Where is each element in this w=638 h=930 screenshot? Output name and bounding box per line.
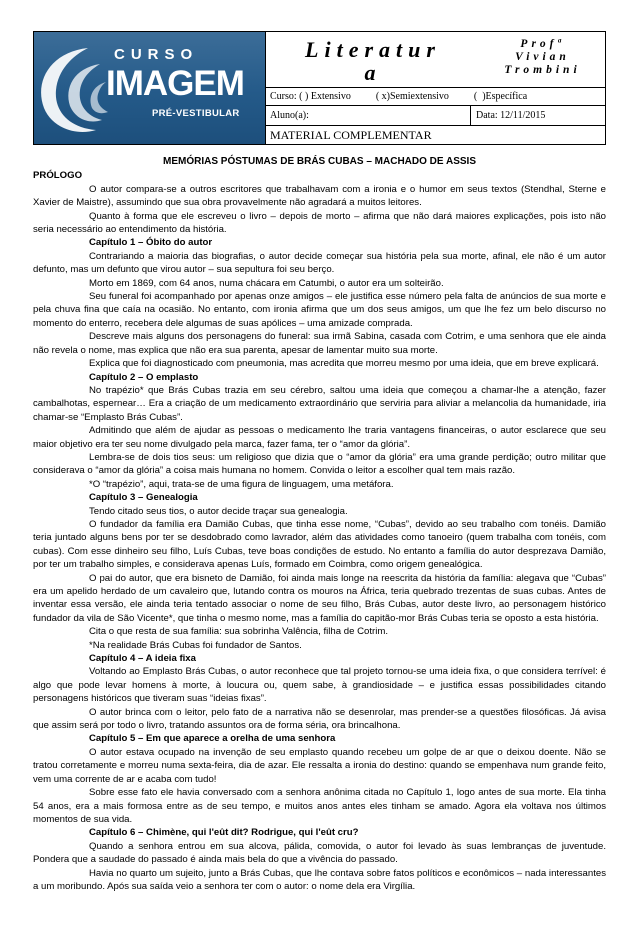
material-label: MATERIAL COMPLEMENTAR [266,125,605,144]
paragraph: Contrariando a maioria das biografias, o autor decide começar sua história pela sua morte, afinal, ele não é um autor defunto, mas um defunto que virou autor – sua sepultura foi seu berço. [33,250,606,276]
paragraph: Cita o que resta de sua família: sua sobrinha Valência, filha de Cotrim. [89,626,388,638]
chapter-heading: Capítulo 5 – Em que aparece a orelha de uma senhora [89,733,336,745]
paragraph: Sobre esse fato ele havia conversado com a senhora anônima citada no Capítulo 1, logo antes de sua morte. Ela tinha 54 anos, era a mais formosa entre as de seu tempo, e muitos anos antes eles tinham se amado. Agora ela voltava nos últimos momentos de sua vida. [33,787,606,825]
date-field: Data: 12/11/2015 [471,105,605,125]
paragraph: Voltando ao Emplasto Brás Cubas, o autor reconhece que tal projeto tornou-se uma ideia fixa, o que considera terrível: é algo que pode levar homens à morte, à loucura ou, quem sabe, à grandiosidade – e justifica essas possibilidades citando personagens históricos que tiveram suas “ideias fixas”. [33,666,606,705]
footnote: *O “trapézio”, aqui, trata-se de uma figura de linguagem, uma metáfora. [89,478,394,490]
curso-imagem-logo [34,32,266,144]
paragraph: Lembra-se de dois tios seus: um religioso que dizia que o “amor da glória” era uma grande perdição; outro militar que considerava o “amor da glória” a coisa mais humana no homem. Convida o leitor a escolher qual tem mais razão. [33,451,606,477]
chapter-heading: Capítulo 4 – A ideia fixa [89,653,196,665]
paragraph: Descreve mais alguns dos personagens do funeral: sua irmã Sabina, casada com Cotrim, e uma senhora que ele ainda não revela o nome, mas explica que não era sua parenta, apesar de lamentar muito sua morte. [33,331,606,356]
paragraph: Morto em 1869, com 64 anos, numa chácara em Catumbi, o autor era um solteirão. [89,277,444,289]
paragraph: Quando a senhora entrou em sua alcova, pálida, comovida, o autor foi levado às suas lembranças de juventude. Pondera que a saudade do passado é ainda mais bela do que a vivência do passado. [33,840,606,866]
student-name-field: Aluno(a): [266,105,471,125]
paragraph: O autor estava ocupado na invenção de seu emplasto quando recebeu um golpe de ar que o deixou doente. Não se tratou corretamente e morreu numa sexta-feira, dia de azar. Ele ressalta a ironia do destino: quando se empenhava num grande feito, vem uma corrente de ar e acaba com tudo! [33,746,606,785]
course-type-row: Curso: ( ) Extensivo ( x)Semiextensivo ( )Específica [266,87,605,105]
paragraph: O fundador da família era Damião Cubas, que tinha esse nome, “Cubas”, devido ao seu trabalho com tonéis. Damião teria juntado alguns bens por ter se desdobrado como lavrador, além das atividades como tanoeiro (quem trabalha com tonéis, com cubas). Com esse dinheiro seu filho, Luís Cubas, teve boas condições de estudo. No entanto a família do autor desprezava Damião, por ter um trabalho simples, e considerava apenas Luís, formado em Coimbra, como origem genealógica. [33,518,606,571]
chapter-heading: Capítulo 1 – Óbito do autor [89,237,213,249]
paragraph: O autor compara-se a outros escritores que trabalhavam com a ironia e o humor em seus textos (Stendhal, Sterne e Xavier de Maistre), assumindo que sua obra provavelmente não agradará a muitos leitores. [33,183,606,209]
logo-imagem-text: IMAGEM [106,64,244,103]
chapter-heading: Capítulo 3 – Genealogia [89,492,198,504]
subject-title-line2: a [364,60,382,85]
paragraph: Seu funeral foi acompanhado por apenas onze amigos – ele justifica esse número pela falta de anúncios de sua morte e pela chuva fina que caía na ocasião. No entanto, com ironia afirma que um dos seus amigos, um que lhe fez um belo discurso no momento do enterro, recebera dele algumas de suas apólices – uma amizade comprada. [33,291,606,329]
teacher-name-line1: Profª [520,38,565,50]
paragraph: Admitindo que além de ajudar as pessoas o medicamento lhe traria vantagens financeiras, o autor esclarece que seu maior objetivo era ter seu nome divulgado pela marca, fazer fama, ter o “amor da glória”. [33,425,606,450]
paragraph: Tendo citado seus tios, o autor decide traçar sua genealogia. [89,505,348,517]
paragraph: Explica que foi diagnosticado com pneumonia, mas acredita que morreu mesmo por uma ideia, que em breve explicará. [89,358,599,370]
document-title: MEMÓRIAS PÓSTUMAS DE BRÁS CUBAS – MACHADO DE ASSIS [163,156,476,167]
paragraph: No trapézio* que Brás Cubas trazia em seu cérebro, saltou uma ideia que começou a chamar-lhe a atenção, fazer cambalhotas, espernear… Era a criação de um medicamento extraordinário que serviria para aliviar a melancolia da humanidade, iria chamar-se “Emplasto Brás Cubas”. [33,384,606,423]
chapter-heading: Capítulo 2 – O emplasto [89,371,199,383]
logo-pre-vestibular-text: PRÉ-VESTIBULAR [152,108,240,119]
footnote: *Na realidade Brás Cubas foi fundador de Santos. [89,639,302,651]
swirl-logo-icon [34,42,114,138]
paragraph: O pai do autor, que era bisneto de Damião, foi ainda mais longe na reescrita da história da família: alegava que “Cubas” era um apelido herdado de um cavaleiro que, lutando contra os mouros na África, teria quebrado trezentas de suas cubas. Antes de inventar essa versão, ele ainda teria tentado associar o nome de seu filho, Brás Cubas, autor deste livro, ao personagem histórico fundador da vila de São Vicente*, que tinha o mesmo nome, mas a família do capitão-mor Brás Cubas teria se oposto a esta história. [33,572,606,624]
header-box [33,31,606,145]
subject-title-line1: Literatur [305,37,441,62]
paragraph: Quanto à forma que ele escreveu o livro – depois de morto – afirma que não dará maiores explicações, pois isto não seria necessário ao entendimento da história. [33,210,606,236]
document-body [33,155,606,893]
prologue-heading: PRÓLOGO [33,170,83,182]
paragraph: O autor brinca com o leitor, pelo fato de a narrativa não se desenrolar, mas prender-se a questões filosóficas. Já avisa que assim será por todo o livro, tratando assuntos ora de forma séria, ora brincalhona. [33,706,606,732]
logo-curso-text: CURSO [114,46,199,63]
paragraph: Havia no quarto um sujeito, junto a Brás Cubas, que lhe contava sobre fatos políticos e econômicos – nada interessantes a um moribundo. Após sua saída veio a senhora ter com o autor: o nome dela era Virgília. [33,867,606,892]
teacher-name [480,32,605,87]
subject-title [266,32,480,87]
teacher-name-line2: Vivian [515,51,570,63]
teacher-name-line3: Trombini [504,64,581,76]
chapter-heading: Capítulo 6 – Chimène, qui l'eût dit? Rodrigue, qui l'eût cru? [89,827,359,839]
